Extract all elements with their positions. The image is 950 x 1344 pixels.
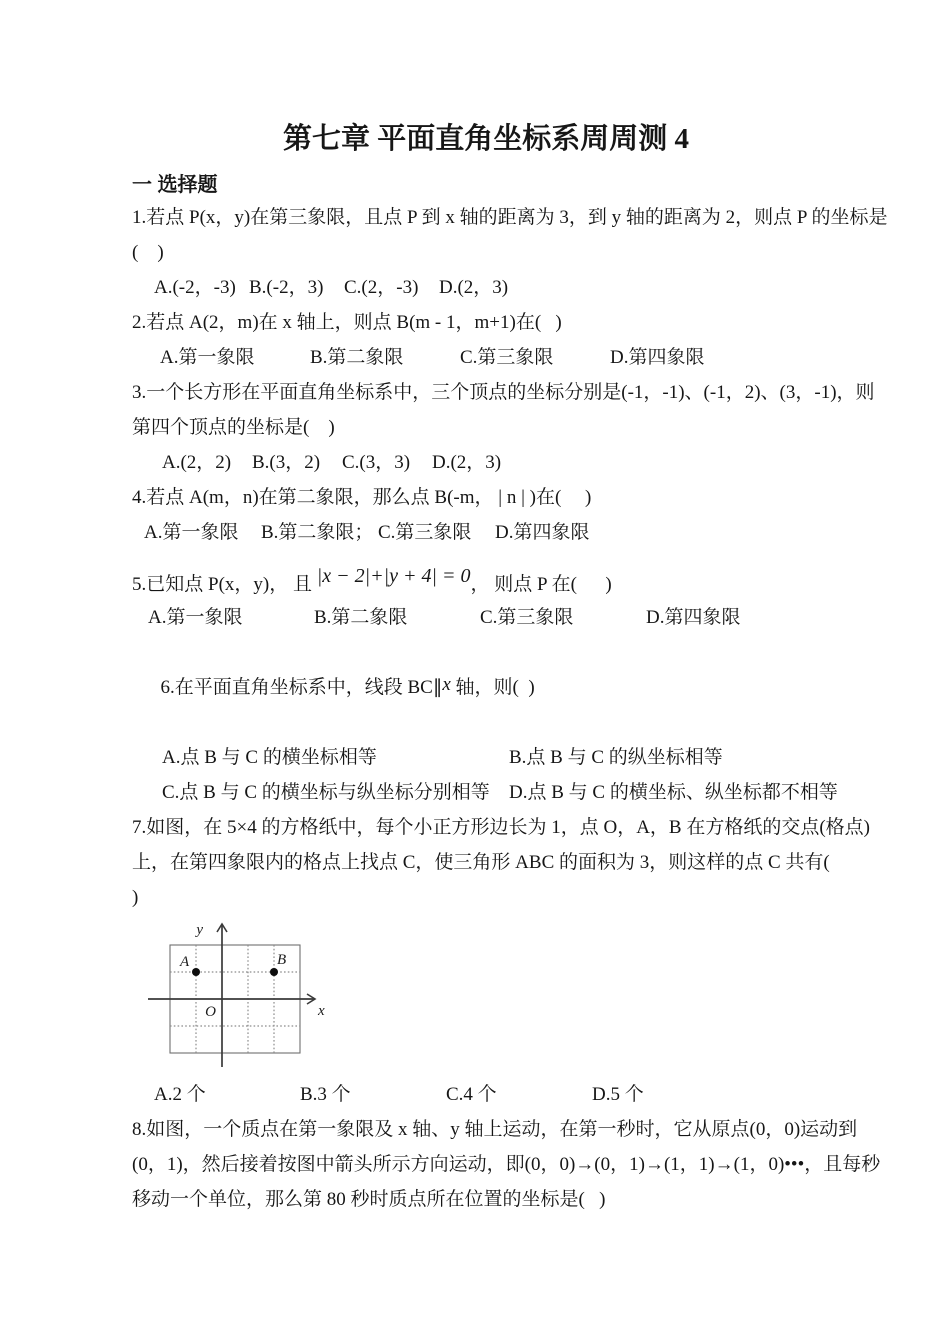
option-b: B.3 个 bbox=[300, 1084, 351, 1105]
coordinate-grid-figure bbox=[146, 919, 332, 1071]
option-a: A.2 个 bbox=[154, 1084, 206, 1105]
option-c: C.4 个 bbox=[446, 1084, 497, 1105]
question-7-stem-line-2: 上，在第四象限内的格点上找点 C，使三角形 ABC 的面积为 3，则这样的点 C 共有( bbox=[132, 852, 830, 873]
origin-label: O bbox=[205, 1004, 216, 1020]
option-a: A.第一象限 bbox=[144, 522, 239, 543]
option-c: C.点 B 与 C 的横坐标与纵坐标分别相等 bbox=[162, 782, 490, 803]
question-7-options bbox=[132, 1077, 840, 1112]
option-c: C.(2，-3) bbox=[344, 277, 419, 298]
question-6-stem-prefix: 6.在平面直角坐标系中，线段 BC∥ bbox=[160, 677, 443, 698]
option-b: B.第二象限 bbox=[314, 607, 408, 628]
question-7-stem-line-1: 7.如图，在 5×4 的方格纸中，每个小正方形边长为 1，点 O，A，B 在方格纸的交点(格点) bbox=[132, 817, 870, 838]
question-5-options bbox=[132, 600, 840, 635]
question-4-options bbox=[132, 515, 840, 550]
question-8-stem-line-1: 8.如图，一个质点在第一象限及 x 轴、y 轴上运动，在第一秒时，它从原点(0，0)运动到 bbox=[132, 1119, 858, 1140]
option-d: D.第四象限 bbox=[646, 607, 741, 628]
option-d: D.(2，3) bbox=[432, 452, 502, 473]
question-1-stem-line-2: ( ) bbox=[132, 242, 164, 263]
question-2-options bbox=[132, 340, 840, 375]
question-6-options-row-1 bbox=[132, 740, 840, 775]
question-8-stem-line-2: (0，1)，然后接着按图中箭头所示方向运动，即(0，0)→(0，1)→(1，1)→(1，0)•••，且每秒 bbox=[132, 1154, 881, 1175]
option-c: C.第三象限 bbox=[460, 347, 554, 368]
question-6-math-x: x bbox=[442, 674, 451, 695]
option-d: D.点 B 与 C 的横坐标、纵坐标都不相等 bbox=[509, 782, 838, 803]
question-3-options bbox=[132, 445, 840, 480]
question-4-stem: 4.若点 A(m，n)在第二象限，那么点 B(-m， | n | )在( ) bbox=[132, 487, 592, 508]
question-5-formula: |x − 2|+|y + 4| = 0 bbox=[316, 565, 471, 587]
question-3-stem-line-1: 3.一个长方形在平面直角坐标系中，三个顶点的坐标分别是(-1，-1)、(-1，2)、(3，-1)，则 bbox=[132, 382, 875, 403]
option-b: B.(3，2) bbox=[252, 452, 321, 473]
option-b: B.第二象限； bbox=[261, 522, 374, 543]
option-c: C.第三象限 bbox=[378, 522, 472, 543]
question-7-stem-line-3: ) bbox=[132, 887, 139, 908]
option-a: A.第一象限 bbox=[148, 607, 243, 628]
option-b: B.(-2，3) bbox=[249, 277, 324, 298]
option-b: B.第二象限 bbox=[310, 347, 404, 368]
point-a-label: A bbox=[180, 954, 190, 970]
option-a: A.(2，2) bbox=[162, 452, 232, 473]
option-c: C.第三象限 bbox=[480, 607, 574, 628]
option-b: B.点 B 与 C 的纵坐标相等 bbox=[509, 747, 723, 768]
option-c: C.(3，3) bbox=[342, 452, 411, 473]
question-3-stem-line-2: 第四个顶点的坐标是( ) bbox=[132, 417, 335, 438]
option-d: D.第四象限 bbox=[495, 522, 590, 543]
option-a: A.(-2，-3) bbox=[154, 277, 236, 298]
question-6-options-row-2 bbox=[132, 775, 840, 810]
point-b-dot bbox=[270, 968, 278, 976]
question-8-stem-line-3: 移动一个单位，那么第 80 秒时质点所在位置的坐标是( ) bbox=[132, 1189, 606, 1210]
option-a: A.第一象限 bbox=[160, 347, 255, 368]
question-5-stem-suffix: ， 则点 P 在( ) bbox=[470, 574, 612, 595]
question-6-stem bbox=[132, 635, 840, 740]
question-6-stem-suffix: 轴，则( ) bbox=[450, 677, 535, 698]
y-axis-label: y bbox=[196, 922, 203, 938]
question-2-stem: 2.若点 A(2，m)在 x 轴上，则点 B(m - 1，m+1)在( ) bbox=[132, 312, 562, 333]
question-5-stem-prefix: 5.已知点 P(x，y)， 且 bbox=[132, 574, 317, 595]
grid-figure-svg bbox=[146, 919, 332, 1071]
x-axis-label: x bbox=[318, 1003, 325, 1019]
point-b-label: B bbox=[277, 952, 287, 968]
question-1-options bbox=[132, 270, 840, 305]
section-header: 一 选择题 bbox=[132, 174, 218, 196]
page-title: 第七章 平面直角坐标系周周测 4 bbox=[282, 123, 689, 155]
option-d: D.5 个 bbox=[592, 1084, 644, 1105]
question-5-stem bbox=[132, 550, 840, 600]
point-a-dot bbox=[192, 968, 200, 976]
option-a: A.点 B 与 C 的横坐标相等 bbox=[162, 747, 377, 768]
question-1-stem-line-1: 1.若点 P(x，y)在第三象限，且点 P 到 x 轴的距离为 3，到 y 轴的距离为 2，则点 P 的坐标是 bbox=[132, 207, 888, 228]
option-d: D.第四象限 bbox=[610, 347, 705, 368]
option-d: D.(2，3) bbox=[439, 277, 509, 298]
